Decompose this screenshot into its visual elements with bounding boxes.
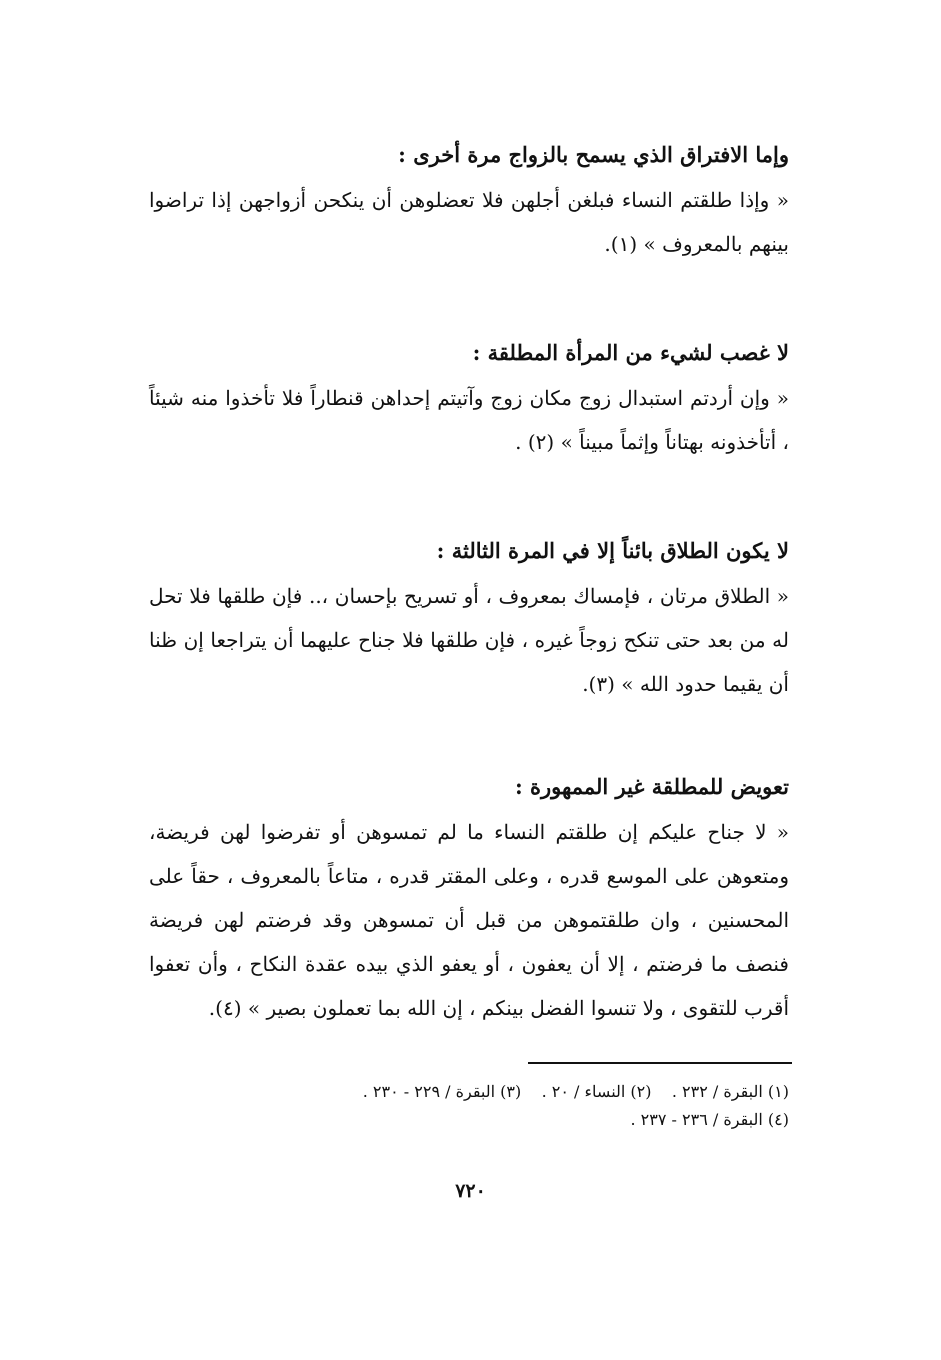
page-number: ٧٢٠ [455, 1180, 486, 1202]
section-heading: لا غصب لشيء من المرأة المطلقة : [472, 340, 789, 365]
footnote-line: (١) البقرة / ٢٣٢ . (٢) النساء / ٢٠ . (٣) البقرة / ٢٢٩ - ٢٣٠ . [362, 1082, 789, 1101]
section-irrevocable-divorce [149, 536, 789, 706]
footnote-line: (٤) البقرة / ٢٣٦ - ٢٣٧ . [630, 1110, 789, 1129]
verse-quote: « الطلاق مرتان ، فإمساك بمعروف ، أو تسريح بإحسان ،.. فإن طلقها فلا تحل له من بعد حتى تنكح زوجاً غيره ، فإن طلقها فلا جناح عليهما أن يتراجعا إن ظنا أن يقيما حدود الله » (٣). [149, 584, 789, 696]
section-compensation [149, 772, 789, 1030]
section-remarriage [149, 140, 789, 266]
section-heading: تعويض للمطلقة غير الممهورة : [514, 774, 789, 799]
section-heading: لا يكون الطلاق بائناً إلا في المرة الثالثة : [436, 538, 789, 563]
footnote-divider [528, 1062, 792, 1064]
section-heading: وإما الافتراق الذي يسمح بالزواج مرة أخرى : [398, 142, 789, 167]
verse-quote: « وإن أردتم استبدال زوج مكان زوج وآتيتم إحداهن قنطاراً فلا تأخذوا منه شيئاً ، أتأخذونه بهتاناً وإثماً مبيناً » (٢) . [149, 386, 789, 454]
section-no-seizure [149, 338, 789, 464]
verse-quote: « وإذا طلقتم النساء فبلغن أجلهن فلا تعضلوهن أن ينكحن أزواجهن إذا تراضوا بينهم بالمعروف » (١). [149, 188, 789, 256]
verse-quote: « لا جناح عليكم إن طلقتم النساء ما لم تمسوهن أو تفرضوا لهن فريضة، ومتعوهن على الموسع قدره ، وعلى المقتر قدره ، متاعاً بالمعروف ، حقاً على المحسنين ، وان طلقتموهن من قبل أن تمسوهن وقد فرضتم لهن فريضة فنصف ما فرضتم ، إلا أن يعفون ، أو يعفو الذي بيده عقدة النكاح ، وأن تعفوا أقرب للتقوى ، ولا تنسوا الفضل بينكم ، إن الله بما تعملون بصير » (٤). [149, 820, 789, 1020]
footnotes [149, 1078, 789, 1134]
